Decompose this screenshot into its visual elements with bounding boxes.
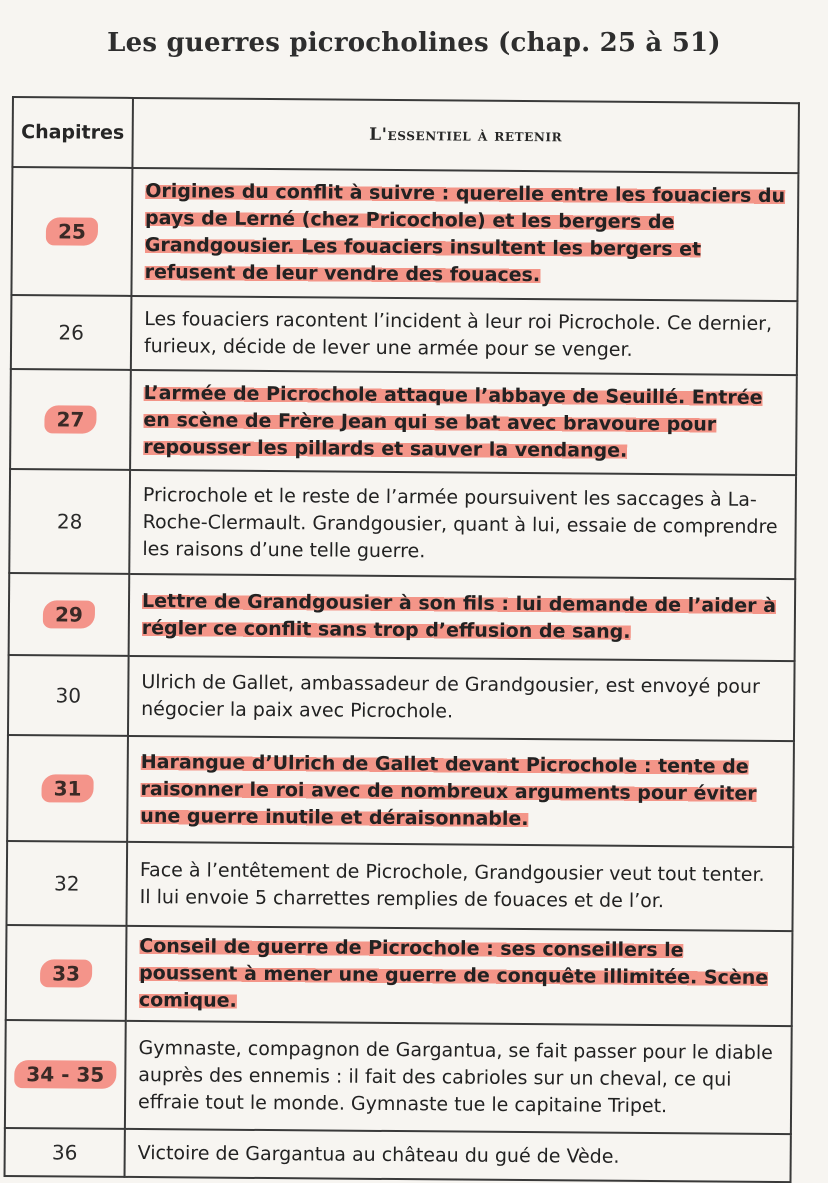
summary-text [142, 588, 782, 647]
summary-cell [128, 656, 795, 741]
chapter-cell [10, 369, 131, 470]
summary-text: Face à l’entêtement de Picrochole, Grandgousier veut tout tenter. Il lui envoie 5 charrettes remplies de fouaces et de l’or. [139, 859, 765, 913]
summary-text: Victoire de Gargantua au château du gué de Vède. [137, 1141, 620, 1168]
summary-text [140, 749, 781, 835]
table-header-row [12, 97, 799, 173]
highlighted-text: Origines du conflit à suivre : querelle entre les fouaciers du pays de Lerné (chez Pricochole) et les bergers de Grandgousier. Les fouaciers insultent les bergers et refusent de leur vendre des fouaces. [144, 180, 786, 287]
table-row [5, 1020, 792, 1134]
chapter-cell [9, 573, 130, 656]
page-title: Les guerres picrocholines (chap. 25 à 51) [107, 28, 721, 58]
highlighted-text: Conseil de guerre de Picrochole : ses conseillers le poussent à mener une guerre de conquête illimitée. Scène comique. [138, 935, 769, 1012]
summary-cell [131, 168, 798, 301]
chapter-cell [8, 655, 129, 736]
chapter-number: 31 [42, 774, 94, 802]
summary-cell [130, 370, 797, 475]
highlighted-text: Lettre de Grandgousier à son fils : lui demande de l’aider à régler ce conflit sans trop d’effusion de sang. [141, 590, 777, 643]
chapter-number: 34 - 35 [14, 1060, 116, 1089]
table-row [9, 573, 796, 661]
chapter-number: 32 [53, 871, 80, 896]
summary-cell [129, 574, 796, 661]
summary-cell [129, 470, 796, 579]
header-essentiel [132, 98, 799, 173]
highlighted-text: L’armée de Picrochole attaque l’abbaye de Seuillé. Entrée en scène de Frère Jean qui se bat avec bravoure pour repousser les pillards et sauver la vendange. [143, 381, 763, 462]
chapter-cell [5, 1128, 125, 1177]
chapter-cell [5, 1020, 126, 1129]
summary-cell [125, 1129, 791, 1182]
chapter-cell [7, 735, 128, 842]
chapter-number: 36 [51, 1140, 78, 1165]
table-row [11, 167, 798, 301]
table-row [6, 925, 793, 1026]
chapter-number: 26 [58, 320, 84, 345]
chapters-table [4, 96, 800, 1183]
summary-cell [125, 1021, 792, 1134]
highlighted-text: Harangue d’Ulrich de Gallet devant Picrochole : tente de raisonner le roi avec de nombreux arguments pour éviter une guerre inutile et déraisonnable. [140, 750, 757, 830]
chapter-cell [11, 167, 132, 296]
chapter-number: 33 [40, 959, 92, 987]
chapter-number: 27 [44, 405, 96, 433]
summary-cell [127, 736, 794, 847]
chapter-cell [11, 295, 132, 370]
chapter-number: 30 [55, 683, 82, 708]
summary-cell [126, 842, 793, 931]
table-row [5, 1128, 791, 1182]
chapter-cell [6, 841, 127, 926]
chapter-cell [6, 925, 127, 1021]
chapter-number: 28 [56, 509, 83, 534]
summary-text: Pricrochole et le reste de l’armée poursuivent les saccages à La-Roche-Clermault. Grandgousier, quant à lui, essaie de comprendre les raisons d’une telle guerre. [142, 483, 778, 562]
table-row [9, 469, 796, 579]
summary-text: Les fouaciers racontent l’incident à leur roi Picrochole. Ce dernier, furieux, décide de lever une armée pour se venger. [143, 308, 773, 361]
table-row [11, 295, 798, 375]
chapter-number: 29 [43, 600, 95, 628]
table-row [10, 369, 797, 475]
summary-text [145, 178, 786, 291]
summary-cell [131, 296, 798, 375]
header-essentiel-label: L'essentiel à retenir [369, 124, 563, 147]
chapter-number: 25 [46, 217, 98, 245]
chapter-cell [9, 469, 130, 574]
header-chapitres: Chapitres [12, 97, 133, 168]
summary-text [143, 380, 784, 466]
summary-text: Gymnaste, compagnon de Gargantua, se fait passer pour le diable auprès des ennemis : il fait des cabrioles sur un cheval, ce qui effraie tout le monde. Gymnaste tue le capitaine Tripet. [138, 1036, 773, 1117]
summary-text [139, 933, 780, 1019]
summary-text: Ulrich de Gallet, ambassadeur de Grandgousier, est envoyé pour négocier la paix avec Picrochole. [141, 671, 760, 723]
table-row [6, 841, 793, 931]
table-row [8, 655, 795, 741]
table-row [7, 735, 794, 847]
summary-cell [126, 926, 793, 1026]
